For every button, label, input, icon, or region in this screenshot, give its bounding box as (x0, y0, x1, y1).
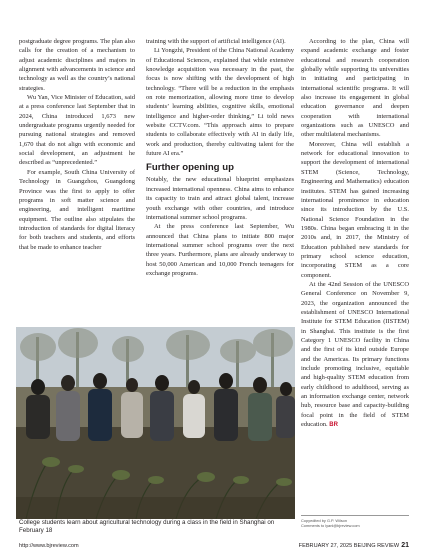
photo-illustration (16, 327, 295, 519)
paragraph: According to the plan, China will expand academic exchange and foster educational and research cooperation globally while supporting its universities in initiating and participating in international scientific programs. It will also increase its engagement in global education governance and deepen cooperation with international organizations such as UNESCO and other multilateral mechanisms. (301, 38, 409, 139)
paragraph (301, 280, 409, 431)
paragraph: At the press conference last September, Wu announced that China plans to initiate 800 major international summer school programs over the next three years. Furthermore, plans are already underway to host 50,000 American and 10,000 French teenagers for exchange programs. (146, 223, 294, 277)
paragraph: Moreover, China will establish a network for educational innovation to support the development of international STEM (Science, Technology, Engineering and Mathematics) education institutes. STEM has gained increasing international prominence in education since its introduction by the U.S. National Science Foundation in the 1980s. China began embracing it in the 2010s and, in 2017, the Ministry of Education published new standards for primary school science education, incorporating STEM as a core component. (301, 140, 409, 279)
end-of-article-mark: BR (329, 422, 338, 429)
comments-contact: Comments to lyanl@bjreview.com (301, 523, 360, 528)
paragraph: Wu Yan, Vice Minister of Education, said at a press conference last September that in 2024, China introduced 1,673 new undergraduate programs urgently needed for pursuing national strategies and removed 1,670 that do not align with economic and social development, an adjustment he described as “unprecedented.” (19, 94, 135, 167)
issue-line: FEBRUARY 27, 2025 BEIJING REVIEW (298, 543, 400, 549)
page-number: 21 (401, 542, 409, 549)
article-column-3 (301, 37, 409, 430)
paragraph: For example, South China University of Technology in Guangzhou, Guangdong Province was the first to apply to offer programs in soft matter science and engineering, and intelligent maritime equipment. The outline also stipulates the introduction of standards for digital literacy for both teachers and students, and efforts that be made to enhance teacher (19, 168, 135, 251)
paragraph: training with the support of artificial intelligence (AI). (146, 38, 286, 45)
footer-url-link[interactable]: http://www.bjreview.com (19, 543, 79, 549)
paragraph: postgraduate degree programs. The plan also calls for the creation of a mechanism to adjust academic disciplines and majors in alignment with advancements in science and technology as well as the country’s national strategies. (19, 38, 135, 92)
paragraph: Li Yongzhi, President of the China National Academy of Educational Sciences, explained that while extensive knowledge acquisition was necessary in the past, the focus is now shifting with the development of high technology. “There will be a reduction in the emphasis on rote memorization, allowing more time to develop students’ learning abilities, cognitive skills, emotional intelligence and higher-order thinking,” Li told news website CCTV.com. “This approach aims to prepare students to collaborate effectively with AI in daily life, work and production, thereby cultivating talent for the future AI era.” (146, 47, 294, 158)
photo-caption: College students learn about agricultural technology during a class in the field in Shanghai on February 18 (19, 519, 275, 534)
credits (301, 515, 409, 528)
article-column-2 (146, 37, 294, 278)
copyedit-credit: Copyedited by G.P. Wilson (301, 518, 347, 523)
section-subheading: Further opening up (146, 162, 234, 174)
paragraph: Notably, the new educational blueprint emphasizes increased international openness. China aims to enhance its capacity to train and attract global talent, increase youth exchange with other countries, and introduce international summer school programs. (146, 176, 294, 221)
paragraph-text: At the 42nd Session of the UNESCO General Conference on November 9, 2023, the organization announced the establishment of UNESCO International Institute for STEM Education (IISTEM) in Shanghai. This institute is the first Category 1 UNESCO facility in China and the first of its kind outside Europe and the Americas. Its primary functions include promoting inclusive, equitable and high-quality STEM education from early childhood to adulthood, serving as an information exchange center, network hub, resource base and capacity-building focal point in the field of STEM education. (301, 280, 409, 429)
footer-issue (299, 542, 409, 549)
article-photo (16, 327, 295, 519)
article-column-1 (19, 37, 135, 252)
